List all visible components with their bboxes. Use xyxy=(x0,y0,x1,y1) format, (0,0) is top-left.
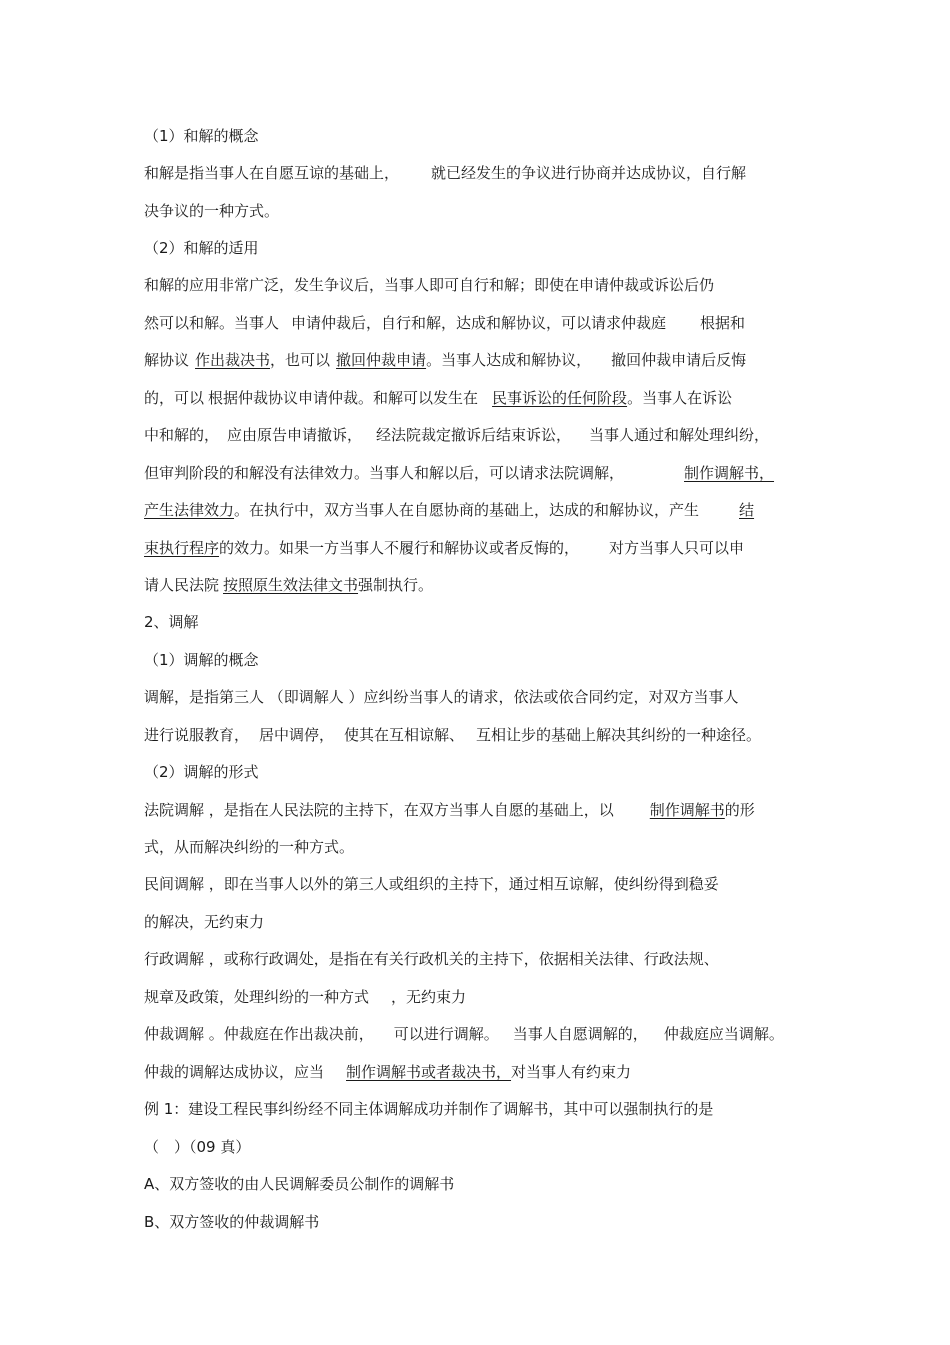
paragraph-line: 式，从而解决纠纷的一种方式。 xyxy=(144,838,355,856)
paragraph-line: 产生法律效力。在执行中，双方当事人在自愿协商的基础上，达成的和解协议，产生 结 xyxy=(144,501,755,519)
paragraph-line: 法院调解 ，是指在人民法院的主持下，在双方当事人自愿的基础上，以 制作调解书的形 xyxy=(144,801,755,819)
example-answer-blank: （ ）（09 真） xyxy=(144,1138,251,1156)
heading-mediation: 2、调解 xyxy=(144,613,199,631)
paragraph-line: 中和解的， 应由原告申请撤诉， 经法院裁定撤诉后结束诉讼， 当事人通过和解处理纠纷， xyxy=(144,426,770,444)
paragraph-line: 但审判阶段的和解没有法律效力。当事人和解以后，可以请求法院调解， 制作调解书， xyxy=(144,464,775,482)
paragraph-line: 束执行程序的效力。如果一方当事人不履行和解协议或者反悔的， 对方当事人只可以申 xyxy=(144,539,745,557)
option-b: B、双方签收的仲裁调解书 xyxy=(144,1213,320,1231)
underlined-term: 民事诉讼的任何阶段 xyxy=(492,389,628,407)
underlined-term: 结 xyxy=(739,501,755,519)
underlined-term: 产生法律效力 xyxy=(144,501,235,519)
paragraph-line: 仲裁调解 。仲裁庭在作出裁决前， 可以进行调解。 当事人自愿调解的， 仲裁庭应当调解。 xyxy=(144,1025,784,1043)
paragraph-line: 请人民法院 按照原生效法律文书强制执行。 xyxy=(144,576,434,594)
paragraph-line: 进行说服教育， 居中调停， 使其在互相谅解、 互相让步的基础上解决其纠纷的一种途径。 xyxy=(144,726,762,744)
underlined-term: 制作调解书 xyxy=(649,801,725,819)
paragraph-line: 决争议的一种方式。 xyxy=(144,202,280,220)
heading-mediation-forms: （2）调解的形式 xyxy=(144,763,259,781)
paragraph-line: 的解决，无约束力 xyxy=(144,913,265,931)
paragraph-line: 仲裁的调解达成协议，应当 制作调解书或者裁决书，对当事人有约束力 xyxy=(144,1063,632,1081)
paragraph-line: 规章及政策，处理纠纷的一种方式 ，无约束力 xyxy=(144,988,467,1006)
paragraph-line: 民间调解 ，即在当事人以外的第三人或组织的主持下，通过相互谅解，使纠纷得到稳妥 xyxy=(144,875,719,893)
paragraph-line: 和解的应用非常广泛，发生争议后，当事人即可自行和解；即使在申请仲裁或诉讼后仍 xyxy=(144,276,715,294)
heading-mediation-concept: （1）调解的概念 xyxy=(144,651,259,669)
paragraph-line: 行政调解 ，或称行政调处，是指在有关行政机关的主持下，依据相关法律、行政法规、 xyxy=(144,950,719,968)
heading-reconciliation-application: （2）和解的适用 xyxy=(144,239,259,257)
underlined-term: 制作调解书， xyxy=(684,464,775,482)
underlined-term: 作出裁决书 xyxy=(195,351,271,369)
underlined-term: 按照原生效法律文书 xyxy=(223,576,359,594)
paragraph-line: 调解，是指第三人 （即调解人 ）应纠纷当事人的请求，依法或依合同约定，对双方当事人 xyxy=(144,688,739,706)
example-question: 例 1：建设工程民事纠纷经不同主体调解成功并制作了调解书，其中可以强制执行的是 xyxy=(144,1100,714,1118)
underlined-term: 束执行程序 xyxy=(144,539,220,557)
underlined-term: 制作调解书或者裁决书， xyxy=(346,1063,512,1081)
paragraph-line: 的，可以 根据仲裁协议申请仲裁。和解可以发生在 民事诉讼的任何阶段。当事人在诉讼 xyxy=(144,389,733,407)
paragraph-line: 解协议 作出裁决书，也可以 撤回仲裁申请。当事人达成和解协议， 撤回仲裁申请后反悔 xyxy=(144,351,747,369)
paragraph-line: 和解是指当事人在自愿互谅的基础上， 就已经发生的争议进行协商并达成协议，自行解 xyxy=(144,164,747,182)
paragraph-line: 然可以和解。当事人 申请仲裁后，自行和解，达成和解协议，可以请求仲裁庭 根据和 xyxy=(144,314,746,332)
heading-reconciliation-concept: （1）和解的概念 xyxy=(144,127,259,145)
option-a: A、双方签收的由人民调解委员公制作的调解书 xyxy=(144,1175,455,1193)
underlined-term: 撤回仲裁申请 xyxy=(336,351,427,369)
